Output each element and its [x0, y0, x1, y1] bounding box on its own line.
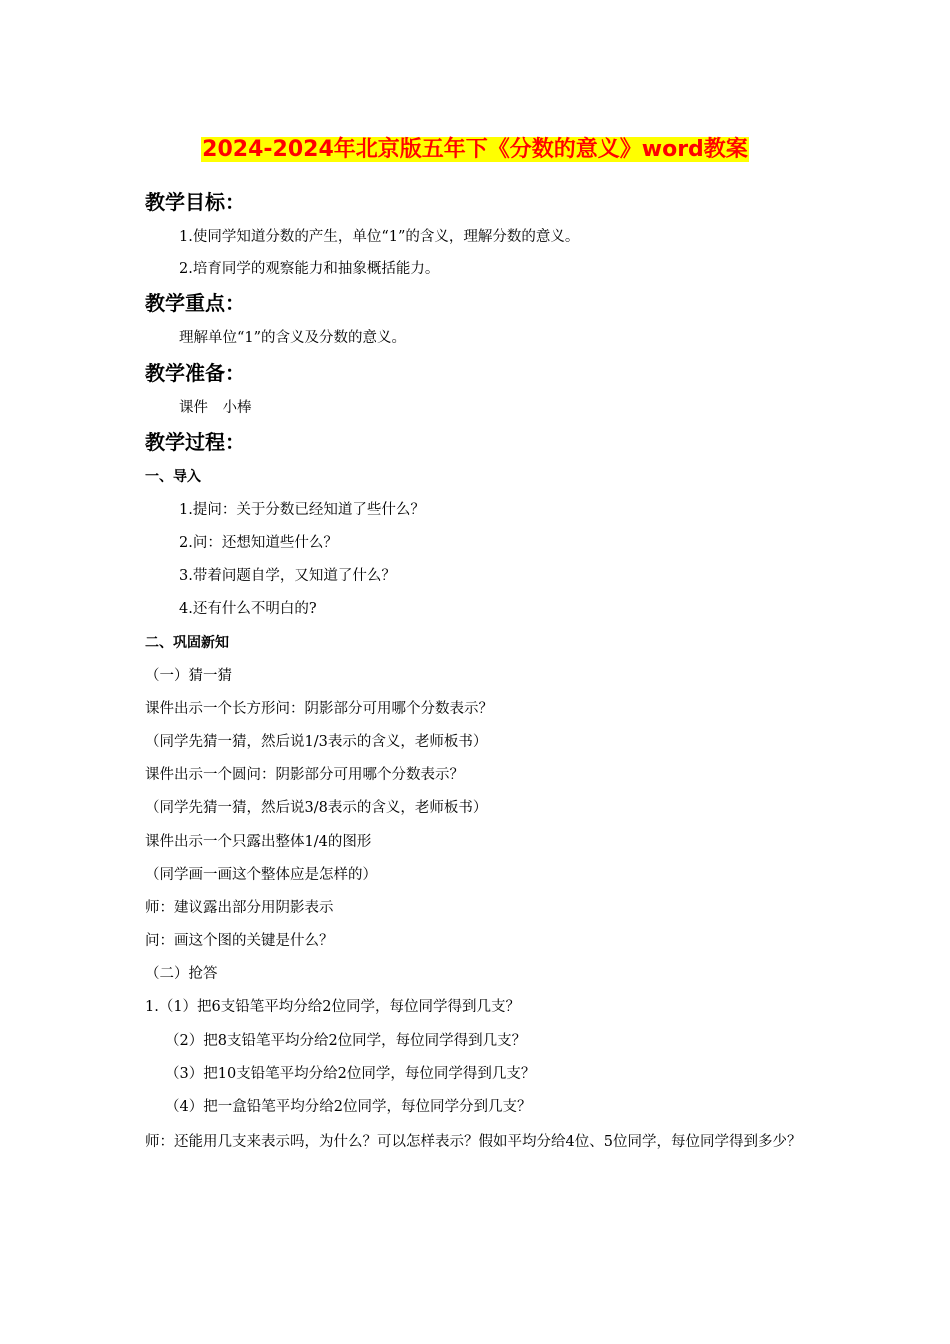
quick-item: （2）把8支铅笔平均分给2位同学，每位同学得到几支？	[165, 1033, 527, 1049]
guess-line: 课件出示一个只露出整体1/4的图形	[145, 834, 372, 850]
preparation-heading: 教学准备：	[145, 361, 245, 385]
guess-line: 问：画这个图的关键是什么？	[145, 933, 334, 949]
preparation-text: 课件 小棒	[179, 400, 252, 416]
guess-line: 课件出示一个圆问：阴影部分可用哪个分数表示？	[145, 767, 464, 783]
guess-line: （同学先猜一猜，然后说1/3表示的含义，老师板书）	[145, 734, 488, 750]
process-heading: 教学过程：	[145, 430, 245, 454]
quick-label: （二）抢答	[145, 966, 218, 982]
key-point-heading: 教学重点：	[145, 291, 245, 315]
intro-item: 2.问：还想知道些什么？	[179, 535, 338, 551]
quick-item: （4）把一盒铅笔平均分给2位同学，每位同学分到几支？	[165, 1099, 532, 1115]
document-title	[0, 135, 950, 165]
part1-heading: 一、导入	[145, 469, 201, 485]
guess-line: （同学画一画这个整体应是怎样的）	[145, 867, 377, 883]
guess-line: 师：建议露出部分用阴影表示	[145, 900, 334, 916]
teacher-question: 师：还能用几支来表示吗，为什么？可以怎样表示？假如平均分给4位、5位同学，每位同学得到多少？	[145, 1134, 802, 1150]
quick-item: 1.（1）把6支铅笔平均分给2位同学，每位同学得到几支？	[145, 999, 521, 1015]
key-point-text: 理解单位“1”的含义及分数的意义。	[179, 330, 407, 346]
objective-item: 2.培育同学的观察能力和抽象概括能力。	[179, 261, 440, 277]
objective-item: 1.使同学知道分数的产生，单位“1”的含义，理解分数的意义。	[179, 229, 580, 245]
guess-line: （同学先猜一猜，然后说3/8表示的含义，老师板书）	[145, 800, 488, 816]
objectives-heading: 教学目标：	[145, 190, 245, 214]
intro-item: 4.还有什么不明白的?	[179, 601, 317, 617]
quick-item: （3）把10支铅笔平均分给2位同学，每位同学得到几支？	[165, 1066, 536, 1082]
intro-item: 1.提问：关于分数已经知道了些什么？	[179, 502, 425, 518]
part2-heading: 二、巩固新知	[145, 635, 229, 651]
document-title-text: 2024-2024年北京版五年下《分数的意义》word教案	[202, 137, 748, 162]
intro-item: 3.带着问题自学，又知道了什么？	[179, 568, 396, 584]
guess-label: （一）猜一猜	[145, 668, 232, 684]
guess-line: 课件出示一个长方形问：阴影部分可用哪个分数表示？	[145, 701, 493, 717]
